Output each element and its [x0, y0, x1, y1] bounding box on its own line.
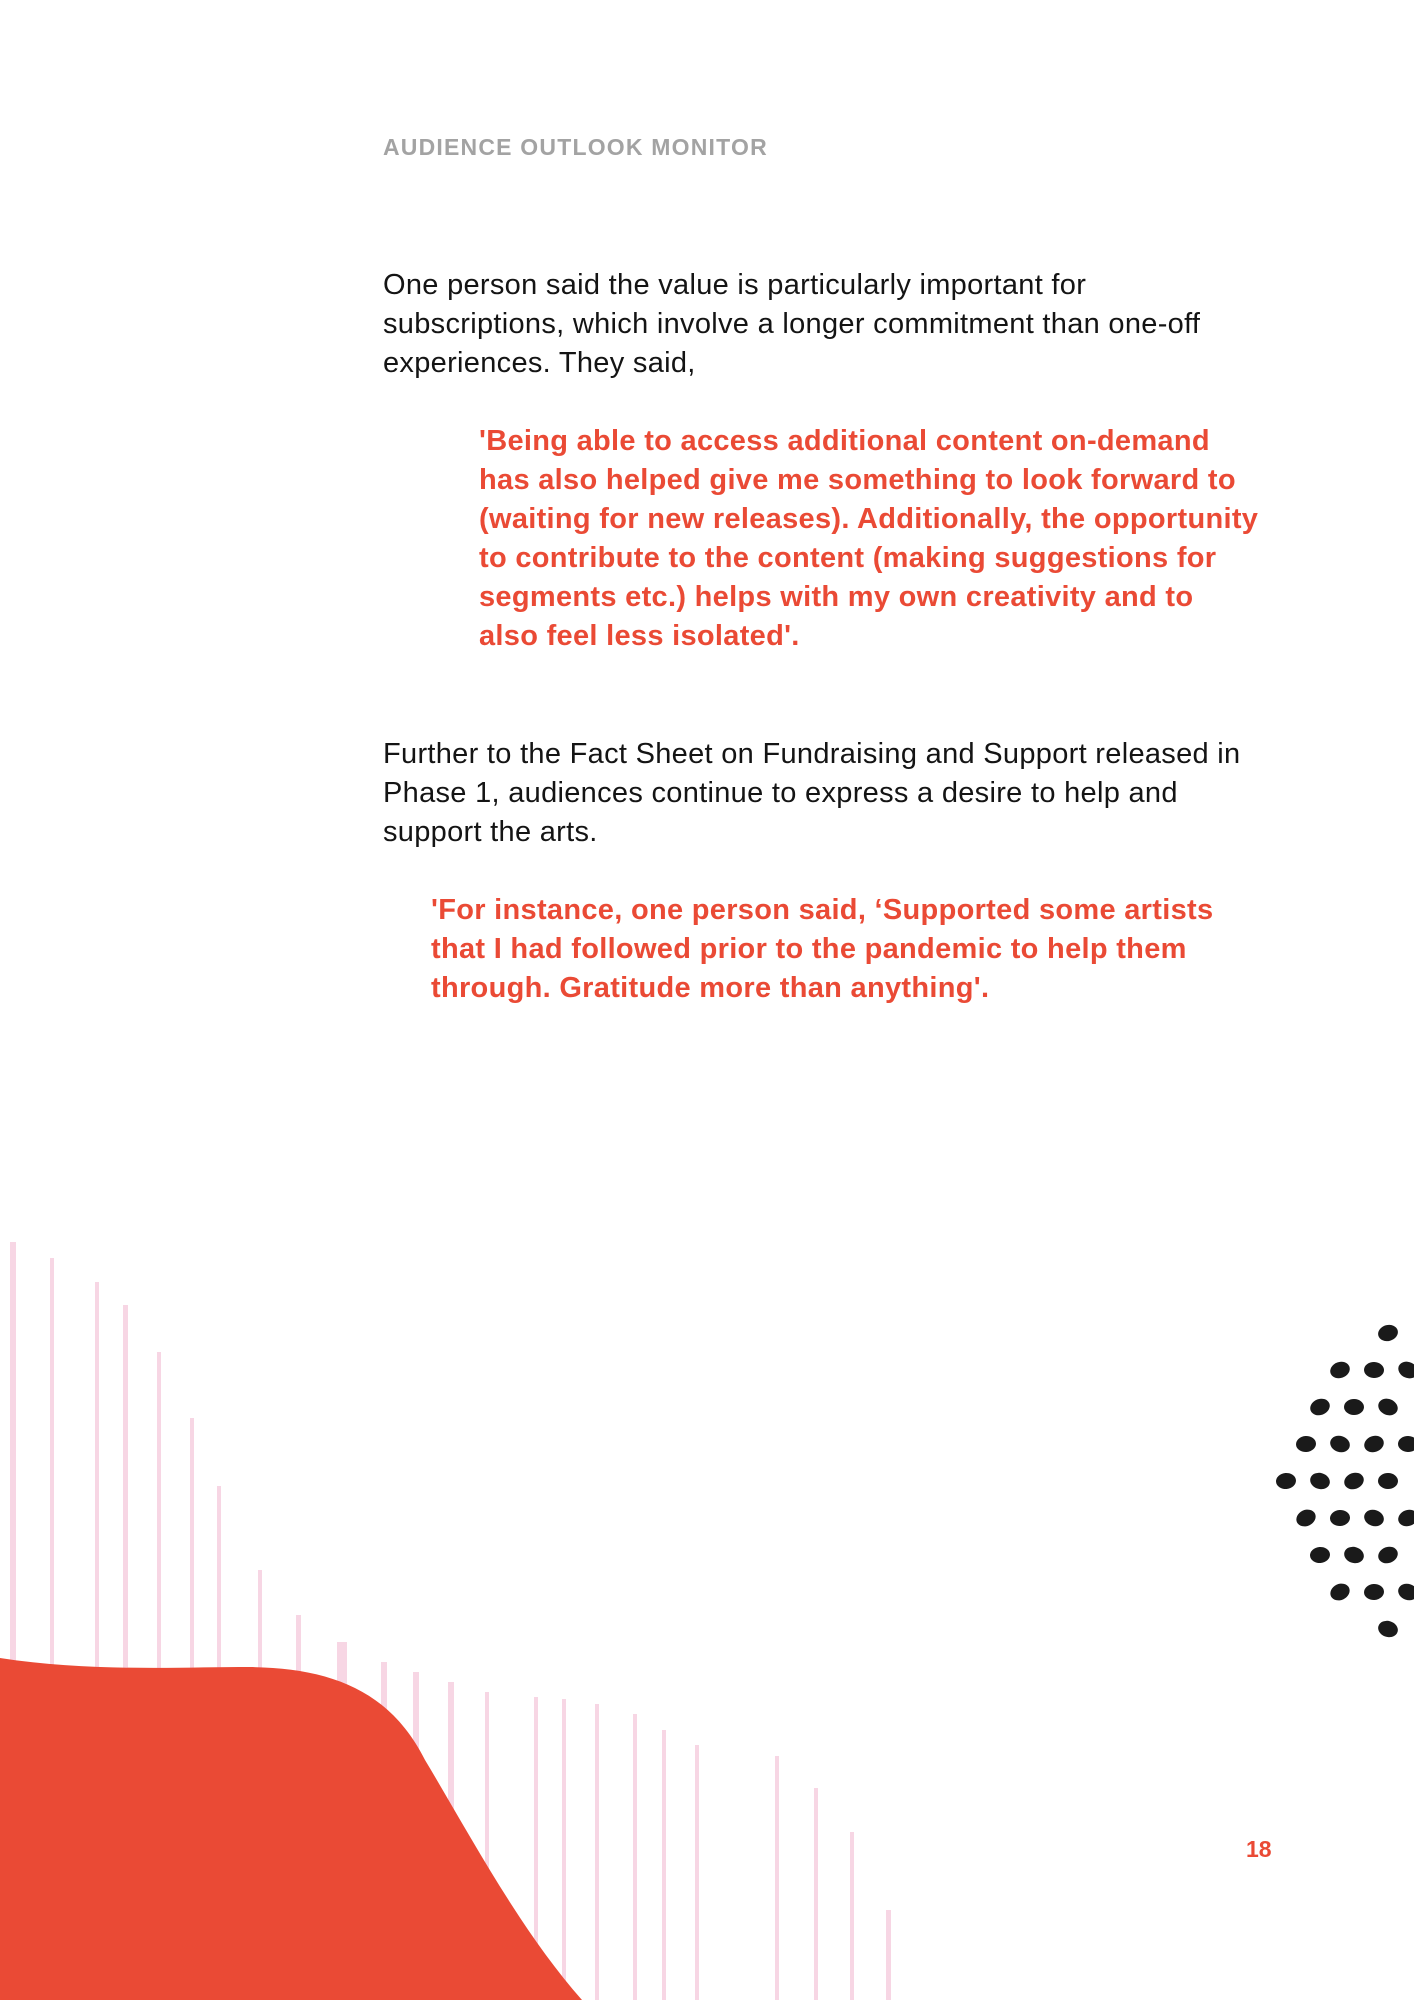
pull-quote-on-demand: 'Being able to access additional content on-demand has also helped give me something to look forward to (waiting for new releases). Additionally, the opportunity to contribute to the content (making suggestions for segments etc.) helps with my own creativity and to also feel less isolated'.	[479, 425, 1259, 652]
pink-stripe	[695, 1745, 699, 2000]
page-number: 18	[1246, 1836, 1272, 1862]
pink-stripe	[850, 1832, 854, 2000]
black-dots-decoration	[1275, 1323, 1414, 1640]
orange-wave-shape	[0, 1658, 582, 2000]
black-dot	[1364, 1362, 1385, 1379]
black-dot	[1275, 1472, 1296, 1490]
pink-stripe	[562, 1699, 566, 2000]
black-dot	[1328, 1580, 1353, 1603]
black-dot	[1294, 1506, 1319, 1529]
pink-stripe	[814, 1788, 818, 2000]
black-dot	[1342, 1470, 1366, 1492]
running-header: AUDIENCE OUTLOOK MONITOR	[383, 134, 768, 160]
black-dot	[1376, 1544, 1400, 1566]
black-dot	[1396, 1581, 1414, 1602]
pull-quote-gratitude: 'For instance, one person said, ‘Supported some artists that I had followed prior to the pandemic to help them through. Gratitude more than anything'.	[431, 894, 1214, 1004]
black-dot	[1308, 1470, 1332, 1491]
black-dot	[1308, 1396, 1332, 1418]
black-dot	[1376, 1618, 1400, 1639]
black-dot	[1342, 1544, 1366, 1565]
pink-stripe	[775, 1756, 779, 2000]
black-dot	[1396, 1507, 1414, 1529]
black-dot	[1309, 1546, 1330, 1564]
black-dot	[1295, 1435, 1316, 1452]
body-paragraph-fundraising: Further to the Fact Sheet on Fundraising and Support released in Phase 1, audiences continue to express a desire to help and support the arts.	[383, 738, 1241, 848]
black-dot	[1398, 1436, 1414, 1453]
pink-stripe	[662, 1730, 666, 2000]
black-dot	[1362, 1433, 1386, 1455]
black-dot	[1362, 1507, 1386, 1528]
black-dot	[1328, 1359, 1352, 1381]
black-dot	[1396, 1359, 1414, 1382]
black-dot	[1378, 1473, 1398, 1489]
black-dot	[1363, 1583, 1384, 1600]
black-dot	[1328, 1433, 1352, 1454]
body-paragraph-subscriptions: One person said the value is particularly important for subscriptions, which involve a longer commitment than one-off experiences. They said,	[383, 269, 1201, 379]
pink-stripe	[633, 1714, 637, 2000]
black-dot	[1344, 1399, 1364, 1415]
pink-stripe	[886, 1910, 891, 2000]
black-dot	[1329, 1509, 1350, 1526]
black-dot	[1376, 1396, 1401, 1419]
pink-stripe	[595, 1704, 599, 2000]
black-dot	[1376, 1323, 1399, 1344]
